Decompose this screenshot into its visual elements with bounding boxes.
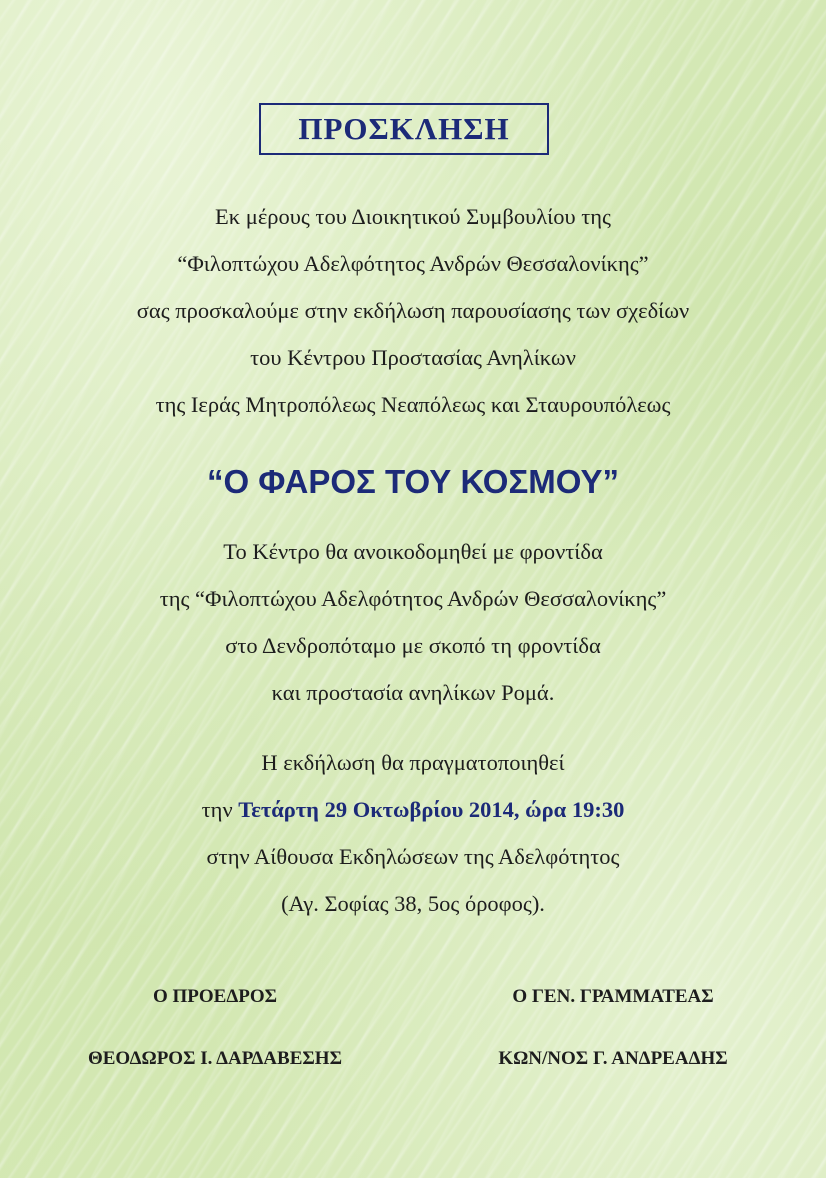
secretary-name: ΚΩΝ/ΝΟΣ Γ. ΑΝΔΡΕΑΔΗΣ <box>498 1048 728 1069</box>
intro-line: Εκ μέρους του Διοικητικού Συμβουλίου της <box>215 204 611 229</box>
description-line: στο Δενδροπόταμο με σκοπό τη φροντίδα <box>225 633 601 658</box>
venue-line: στην Αίθουσα Εκδηλώσεων της Αδελφότητος <box>206 844 620 869</box>
description-line: Το Κέντρο θα ανοικοδομηθεί με φροντίδα <box>223 539 603 564</box>
date-prefix: την <box>201 797 239 822</box>
description-line: της “Φιλοπτώχου Αδελφότητος Ανδρών Θεσσαλονίκης” <box>159 586 667 611</box>
intro-text <box>0 193 826 428</box>
event-date-time: Τετάρτη 29 Οκτωβρίου 2014, ώρα 19:30 <box>238 797 625 822</box>
intro-line: “Φιλοπτώχου Αδελφότητος Ανδρών Θεσσαλονίκης” <box>177 251 649 276</box>
schedule-date-line <box>0 786 826 833</box>
intro-line: σας προσκαλούμε στην εκδήλωση παρουσίασης των σχεδίων <box>136 298 690 323</box>
invitation-title: ΠΡΟΣΚΛΗΣΗ <box>259 103 549 155</box>
address-line: (Αγ. Σοφίας 38, 5ος όροφος). <box>281 891 545 916</box>
intro-line: της Ιεράς Μητροπόλεως Νεαπόλεως και Σταυρουπόλεως <box>155 392 671 417</box>
president-name: ΘΕΟΔΩΡΟΣ Ι. ΔΑΡΔΑΒΕΣΗΣ <box>87 1048 342 1069</box>
president-role: Ο ΠΡΟΕΔΡΟΣ <box>152 986 278 1007</box>
secretary-role: Ο ΓΕΝ. ΓΡΑΜΜΑΤΕΑΣ <box>512 986 714 1007</box>
schedule-text <box>0 739 826 927</box>
description-text <box>0 528 826 716</box>
event-name: “Ο ΦΑΡΟΣ ΤΟΥ ΚΟΣΜΟΥ” <box>206 463 620 500</box>
intro-line: του Κέντρου Προστασίας Ανηλίκων <box>250 345 576 370</box>
schedule-intro: Η εκδήλωση θα πραγματοποιηθεί <box>261 750 565 775</box>
description-line: και προστασία ανηλίκων Ρομά. <box>271 680 555 705</box>
